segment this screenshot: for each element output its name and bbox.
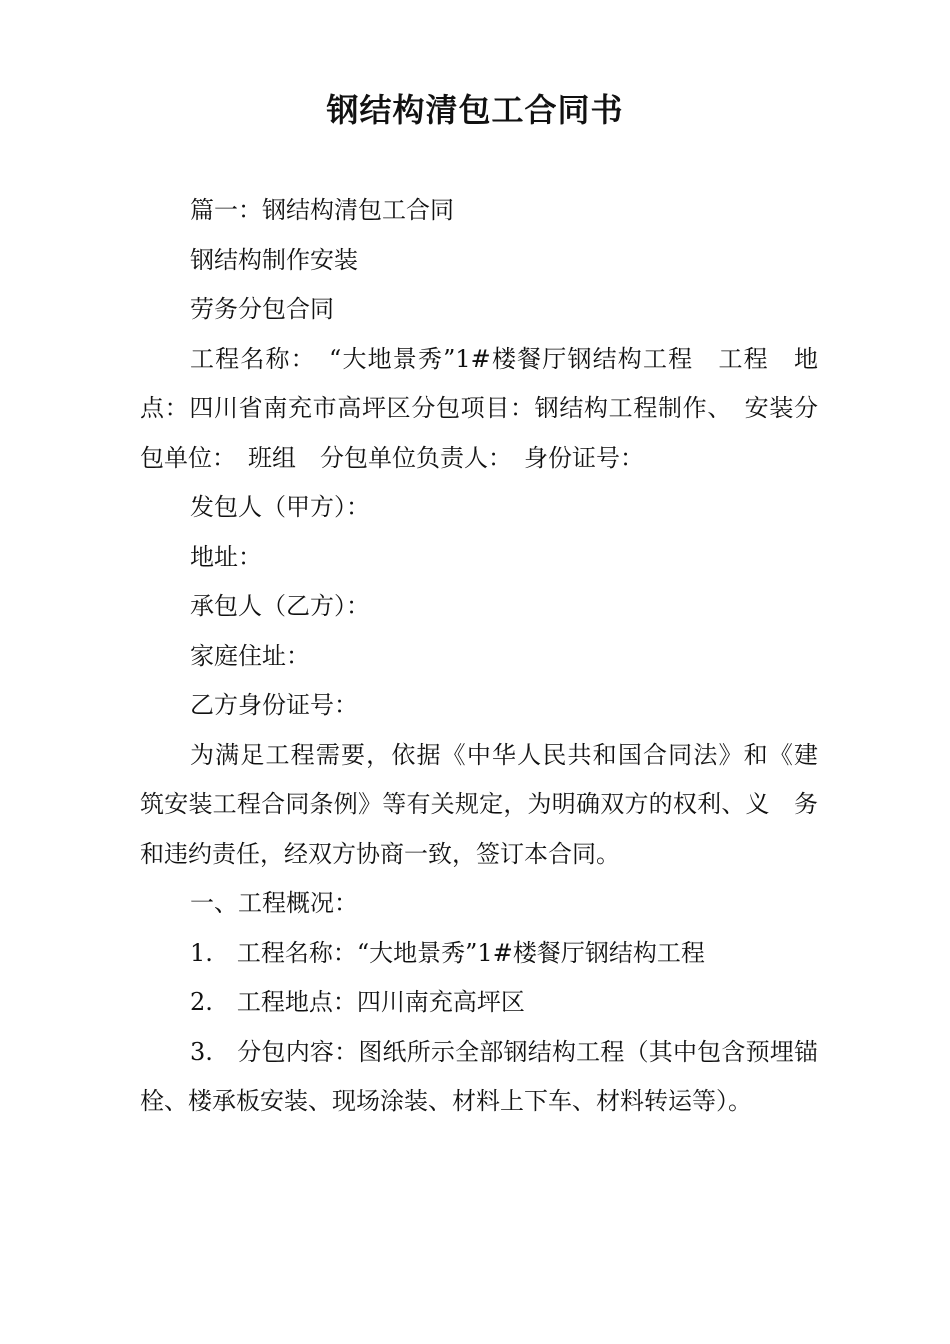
document-title: 钢结构清包工合同书 <box>326 91 624 129</box>
section-heading-overview: 一、工程概况： <box>190 889 358 917</box>
paragraph-chapter-heading: 篇一：钢结构清包工合同 <box>190 196 454 224</box>
paragraph-subtitle-2: 劳务分包合同 <box>190 295 334 323</box>
paragraph-home-address: 家庭住址： <box>190 641 310 670</box>
paragraph-address: 地址： <box>190 542 262 571</box>
paragraph-party-b-id: 乙方身份证号： <box>190 691 358 719</box>
list-item-project-location: 2. 工程地点：四川南充高坪区 <box>190 988 525 1016</box>
document-body <box>140 186 842 1127</box>
paragraph-subtitle-1: 钢结构制作安装 <box>190 245 358 274</box>
paragraph-party-a: 发包人（甲方）： <box>190 493 370 521</box>
paragraph-party-b: 承包人（乙方）： <box>190 592 370 620</box>
paragraph-preamble: 为满足工程需要，依据《中华人民共和国合同法》和《建 筑安装工程合同条例》等有关规定，为明确双方的权利、义 务和违约责任，经双方协商一致，签订本合同。 <box>140 740 842 868</box>
list-item-project-name: 1. 工程名称：“大地景秀”1#楼餐厅钢结构工程 <box>190 938 705 967</box>
paragraph-project-info: 工程名称： “大地景秀”1#楼餐厅钢结构工程 工程 地点：四川省南充市高坪区分包项目：钢结构工程制作、 安装分包单位： 班组 分包单位负责人： 身份证号： <box>140 344 818 472</box>
list-item-scope: 3. 分包内容：图纸所示全部钢结构工程（其中包含预埋锚栓、楼承板安装、现场涂装、材料上下车、材料转运等）。 <box>140 1037 818 1115</box>
